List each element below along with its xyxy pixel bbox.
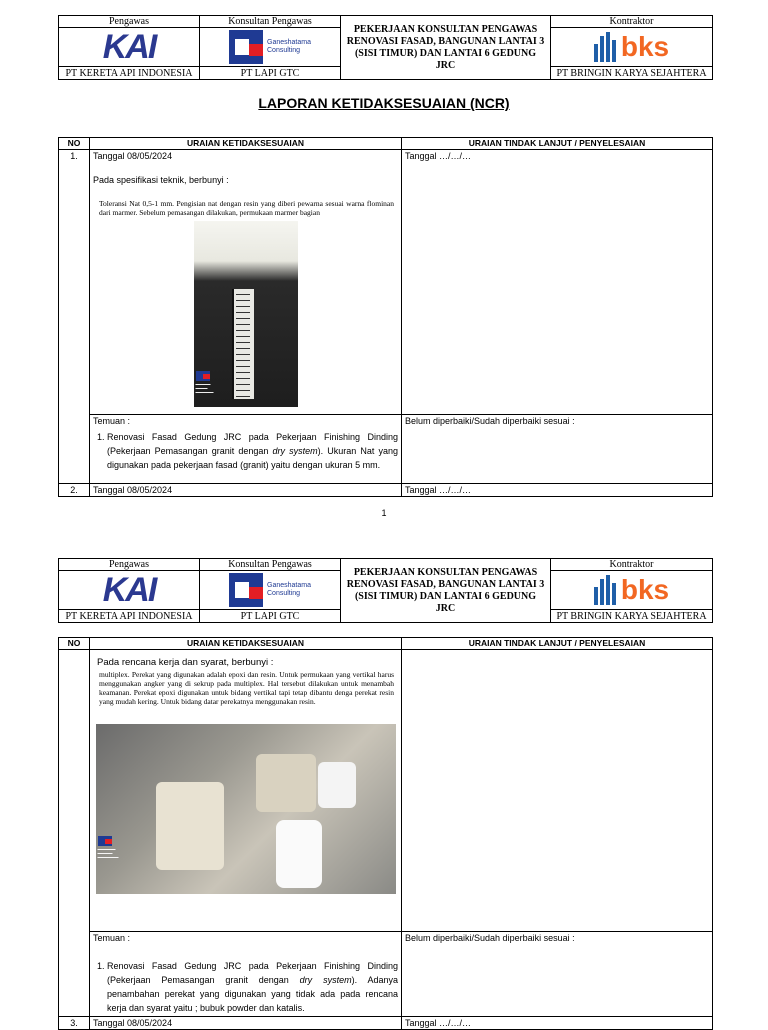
item-date: Tanggal 08/05/2024 <box>93 151 173 161</box>
col-uraian: URAIAN KETIDAKSESUAIAN <box>90 638 402 650</box>
col-tindak-lanjut: URAIAN TINDAK LANJUT / PENYELESAIAN <box>402 138 713 150</box>
bks-logo: bks <box>551 28 713 67</box>
role-kontraktor: Kontraktor <box>551 16 713 28</box>
page1-header <box>58 15 713 80</box>
role-pengawas: Pengawas <box>59 16 200 28</box>
org-kai: PT KERETA API INDONESIA <box>59 610 200 623</box>
finding-cell <box>90 932 402 1017</box>
page-number: 1 <box>381 508 387 518</box>
item-number: 1. <box>59 150 90 484</box>
col-no: NO <box>59 138 90 150</box>
nonconformity-cell <box>90 650 402 932</box>
finding-label: Temuan : <box>93 416 131 426</box>
item-date: Tanggal 08/05/2024 <box>90 484 402 497</box>
org-kai: PT KERETA API INDONESIA <box>59 67 200 80</box>
org-bks: PT BRINGIN KARYA SEJAHTERA <box>551 67 713 80</box>
fix-cell <box>402 932 713 1017</box>
role-pengawas: Pengawas <box>59 559 200 571</box>
item-number <box>59 650 90 1017</box>
spec-intro: Pada rencana kerja dan syarat, berbunyi : <box>97 657 274 668</box>
followup-date: Tanggal …/…/… <box>402 484 713 497</box>
kai-logo: KAI <box>59 28 200 67</box>
gtc-logo: Ganeshatama Consulting <box>200 28 341 67</box>
finding-text: 1. Renovasi Fasad Gedung JRC pada Pekerjaan Finishing Dinding (Pekerjaan Pemasangan granit dengan dry system). Adanya penambahan perekat yang digunakan yang tidak ada pada rencana kerja dan syarat yaitu ; bubuk powder dan katalis. <box>107 959 398 1015</box>
kai-logo: KAI <box>59 571 200 610</box>
org-lapi: PT LAPI GTC <box>200 610 341 623</box>
evidence-photo: ▬▬▬▬▬ ▬▬▬▬ ▬▬▬▬▬▬ <box>194 221 298 407</box>
item-date: Tanggal 08/05/2024 <box>90 1017 402 1030</box>
project-title: PEKERJAAN KONSULTAN PENGAWAS RENOVASI FASAD, BANGUNAN LANTAI 3 (SISI TIMUR) DAN LANTAI 6 GEDUNG JRC <box>341 16 551 80</box>
col-no: NO <box>59 638 90 650</box>
project-title: PEKERJAAN KONSULTAN PENGAWAS RENOVASI FASAD, BANGUNAN LANTAI 3 (SISI TIMUR) DAN LANTAI 6 GEDUNG JRC <box>341 559 551 623</box>
followup-date: Tanggal …/…/… <box>402 1017 713 1030</box>
role-konsultan: Konsultan Pengawas <box>200 16 341 28</box>
page2-header <box>58 558 713 623</box>
col-uraian: URAIAN KETIDAKSESUAIAN <box>90 138 402 150</box>
evidence-photo: ▬▬▬▬▬▬ ▬▬▬▬▬ ▬▬▬▬▬▬▬ <box>96 724 396 894</box>
gtc-logo: Ganeshatama Consulting <box>200 571 341 610</box>
bks-logo: bks <box>551 571 713 610</box>
report-title: LAPORAN KETIDAKSESUAIAN (NCR) <box>258 95 510 111</box>
role-konsultan: Konsultan Pengawas <box>200 559 341 571</box>
org-lapi: PT LAPI GTC <box>200 67 341 80</box>
spec-intro: Pada spesifikasi teknik, berbunyi : <box>93 175 229 185</box>
followup-cell <box>402 150 713 415</box>
role-kontraktor: Kontraktor <box>551 559 713 571</box>
org-bks: PT BRINGIN KARYA SEJAHTERA <box>551 610 713 623</box>
finding-label: Temuan : <box>93 933 131 943</box>
spec-excerpt: Toleransi Nat 0,5-1 mm. Pengisian nat dengan resin yang diberi pewarna sesuai warna flominan dari marmer. Sebelum pemasangan dilakukan, permukaan marmer bagian <box>99 199 394 217</box>
ncr-table-page1 <box>58 137 713 497</box>
followup-date: Tanggal …/…/… <box>405 151 472 161</box>
item-number: 3. <box>59 1017 90 1030</box>
col-tindak-lanjut: URAIAN TINDAK LANJUT / PENYELESAIAN <box>402 638 713 650</box>
nonconformity-cell <box>90 150 402 415</box>
ncr-table-page2 <box>58 637 713 1030</box>
followup-cell <box>402 650 713 932</box>
finding-cell <box>90 415 402 484</box>
finding-text: 1. Renovasi Fasad Gedung JRC pada Pekerjaan Finishing Dinding (Pekerjaan Pemasangan granit dengan dry system). Ukuran Nat yang digunakan pada pekerjaan fasad (granit) yaitu dengan ukuran 5 mm. <box>107 430 398 472</box>
fix-label: Belum diperbaiki/Sudah diperbaiki sesuai : <box>405 933 575 943</box>
item-number: 2. <box>59 484 90 497</box>
fix-label: Belum diperbaiki/Sudah diperbaiki sesuai : <box>405 416 575 426</box>
spec-excerpt: multiplex. Perekat yang digunakan adalah epoxi dan resin. Untuk permukaan yang vertikal harus menggunakan angker yang di sekrup pada multiplex. Hal tersebut dilakukan untuk menambah keamanan. Perekat epoxi digunakan untuk bidang vertikal tapi tetap dibantu denga perekat resin yang mudah kering. Untuk bidang datar perekatnya menggunakan resin. <box>99 670 394 706</box>
fix-cell <box>402 415 713 484</box>
